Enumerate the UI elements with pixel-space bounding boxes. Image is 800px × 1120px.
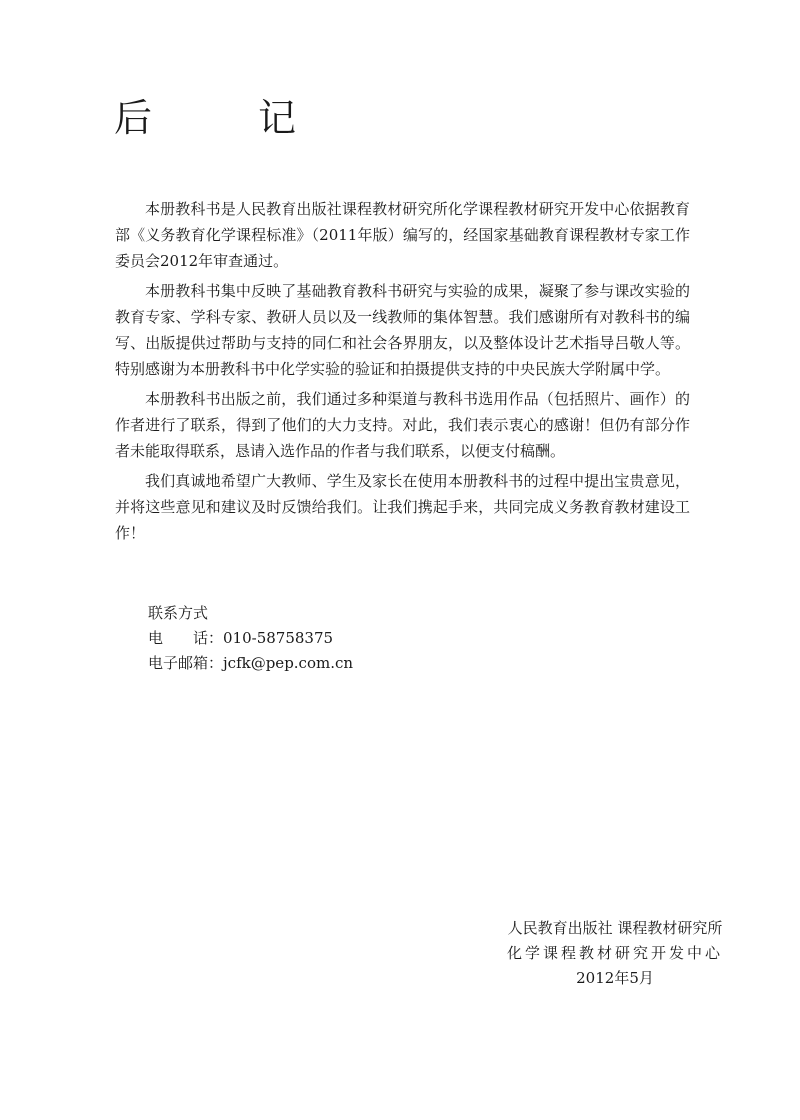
signoff-date: 2012年5月 — [576, 969, 654, 987]
signoff-publisher: 人民教育出版社 课程教材研究所 — [507, 919, 723, 937]
contact-heading: 联系方式 — [148, 604, 209, 622]
phone-value: 010-58758375 — [223, 629, 334, 647]
paragraph-4: 我们真诚地希望广大教师、学生及家长在使用本册教科书的过程中提出宝贵意见，并将这些意见和建议及时反馈给我们。让我们携起手来，共同完成义务教育教材建设工作！ — [115, 472, 690, 542]
signoff-center: 化学课程教材研究开发中心 — [506, 944, 723, 962]
afterword-body — [115, 196, 690, 550]
email-label: 电子邮箱： — [148, 654, 224, 672]
signoff-block — [495, 916, 735, 991]
paragraph-2: 本册教科书集中反映了基础教育教科书研究与实验的成果，凝聚了参与课改实验的教育专家、学科专家、教研人员以及一线教师的集体智慧。我们感谢所有对教科书的编写、出版提供过帮助与支持的同仁和社会各界朋友，以及整体设计艺术指导吕敬人等。特别感谢为本册教科书中化学实验的验证和拍摄提供支持的中央民族大学附属中学。 — [115, 282, 690, 378]
contact-phone — [148, 626, 353, 651]
contact-email — [148, 651, 353, 676]
paragraph-1: 本册教科书是人民教育出版社课程教材研究所化学课程教材研究开发中心依据教育部《义务教育化学课程标准》（2011年版）编写的，经国家基础教育课程教材专家工作委员会2012年审查通过。 — [115, 200, 690, 270]
paragraph-3: 本册教科书出版之前，我们通过多种渠道与教科书选用作品（包括照片、画作）的作者进行了联系，得到了他们的大力支持。对此，我们表示衷心的感谢！但仍有部分作者未能取得联系，恳请入选作品的作者与我们联系，以便支付稿酬。 — [115, 390, 690, 460]
email-value: jcfk@pep.com.cn — [223, 654, 354, 672]
contact-block — [148, 601, 353, 676]
phone-label: 电 话： — [148, 629, 224, 647]
page-title: 后 记 — [114, 96, 331, 140]
